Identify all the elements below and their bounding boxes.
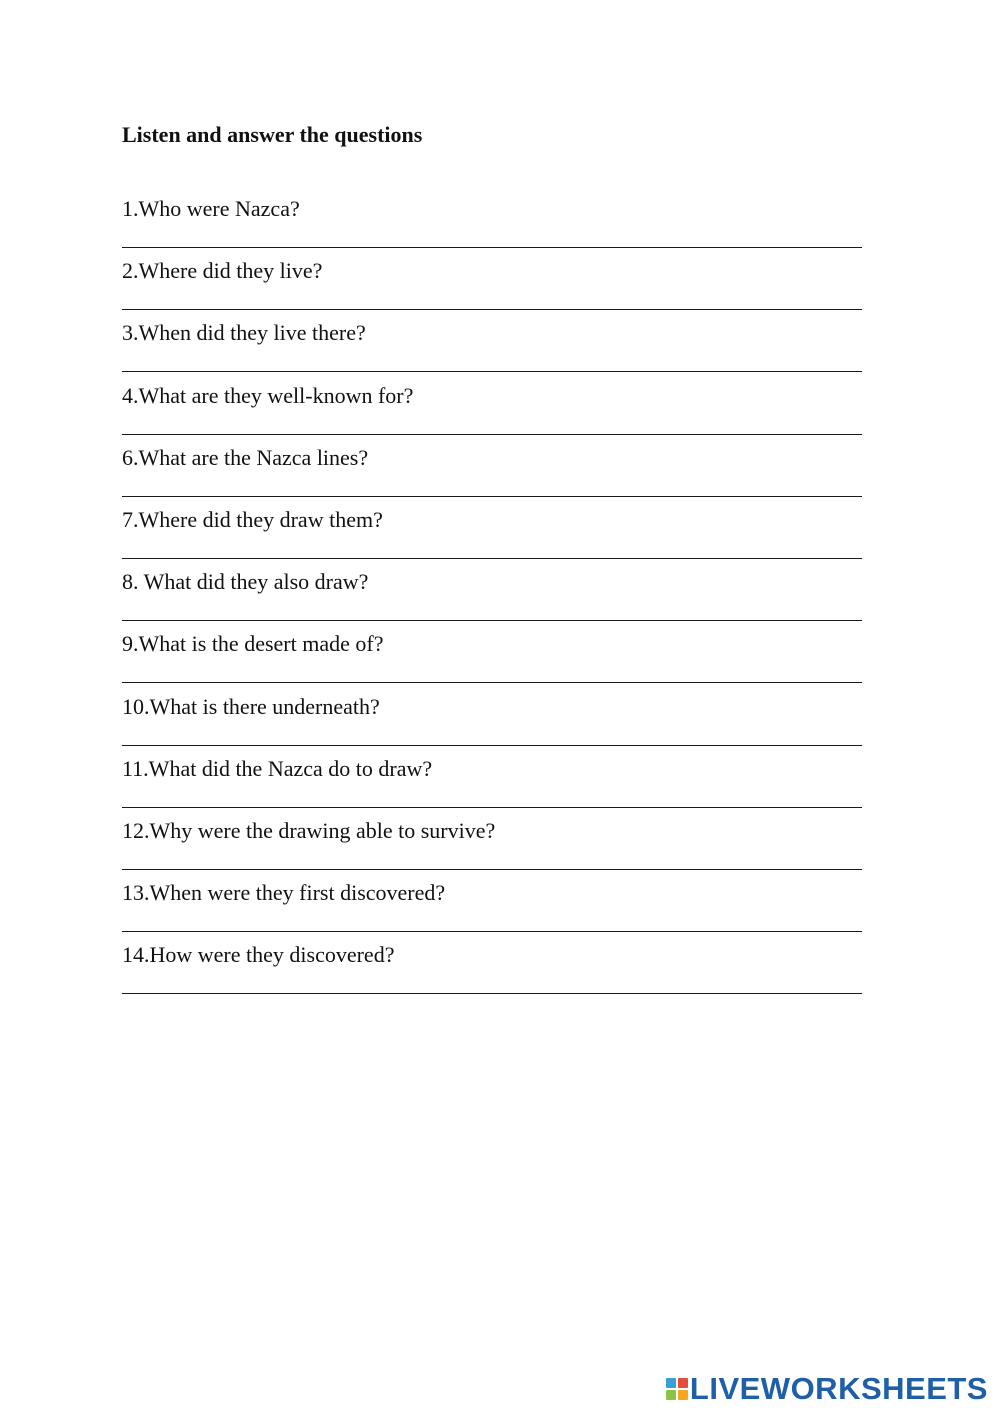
question-text: 6.What are the Nazca lines? (122, 444, 369, 470)
question-item (122, 942, 862, 1004)
answer-line[interactable] (122, 869, 862, 870)
question-text: 8. What did they also draw? (122, 569, 369, 595)
question-text: 1.Who were Nazca? (122, 196, 300, 221)
answer-line[interactable] (122, 371, 862, 372)
question-text: 12.Why were the drawing able to survive? (122, 817, 496, 843)
answer-line[interactable] (122, 620, 862, 621)
answer-line[interactable] (122, 558, 862, 559)
question-item (122, 694, 862, 756)
question-text: 10.What is there underneath? (122, 693, 380, 719)
answer-line[interactable] (122, 931, 862, 932)
question-item (122, 196, 862, 258)
question-item (122, 445, 862, 507)
answer-line[interactable] (122, 496, 862, 497)
question-item (122, 320, 862, 382)
question-text: 2.Where did they live? (122, 258, 323, 284)
question-item (122, 569, 862, 631)
brand-name: LIVEWORKSHEETS (689, 1371, 988, 1406)
page-title: Listen and answer the questions (122, 122, 423, 147)
answer-line[interactable] (122, 247, 862, 248)
question-text: 4.What are they well-known for? (122, 382, 414, 408)
answer-line[interactable] (122, 807, 862, 808)
question-item (122, 383, 862, 445)
question-item (122, 880, 862, 942)
question-list (122, 196, 862, 1004)
question-text: 13.When were they first discovered? (122, 880, 446, 906)
answer-line[interactable] (122, 434, 862, 435)
question-text: 14.How were they discovered? (122, 942, 395, 968)
brand-watermark[interactable] (666, 1373, 988, 1404)
question-item (122, 818, 862, 880)
question-item (122, 507, 862, 569)
answer-line[interactable] (122, 309, 862, 310)
question-text: 11.What did the Nazca do to draw? (122, 755, 433, 781)
question-text: 3.When did they live there? (122, 320, 366, 346)
answer-line[interactable] (122, 745, 862, 746)
question-item (122, 756, 862, 818)
answer-line[interactable] (122, 682, 862, 683)
question-text: 7.Where did they draw them? (122, 506, 383, 532)
question-item (122, 258, 862, 320)
question-text: 9.What is the desert made of? (122, 631, 384, 657)
question-item (122, 631, 862, 693)
answer-line[interactable] (122, 993, 862, 994)
liveworksheets-logo-icon (666, 1378, 688, 1400)
